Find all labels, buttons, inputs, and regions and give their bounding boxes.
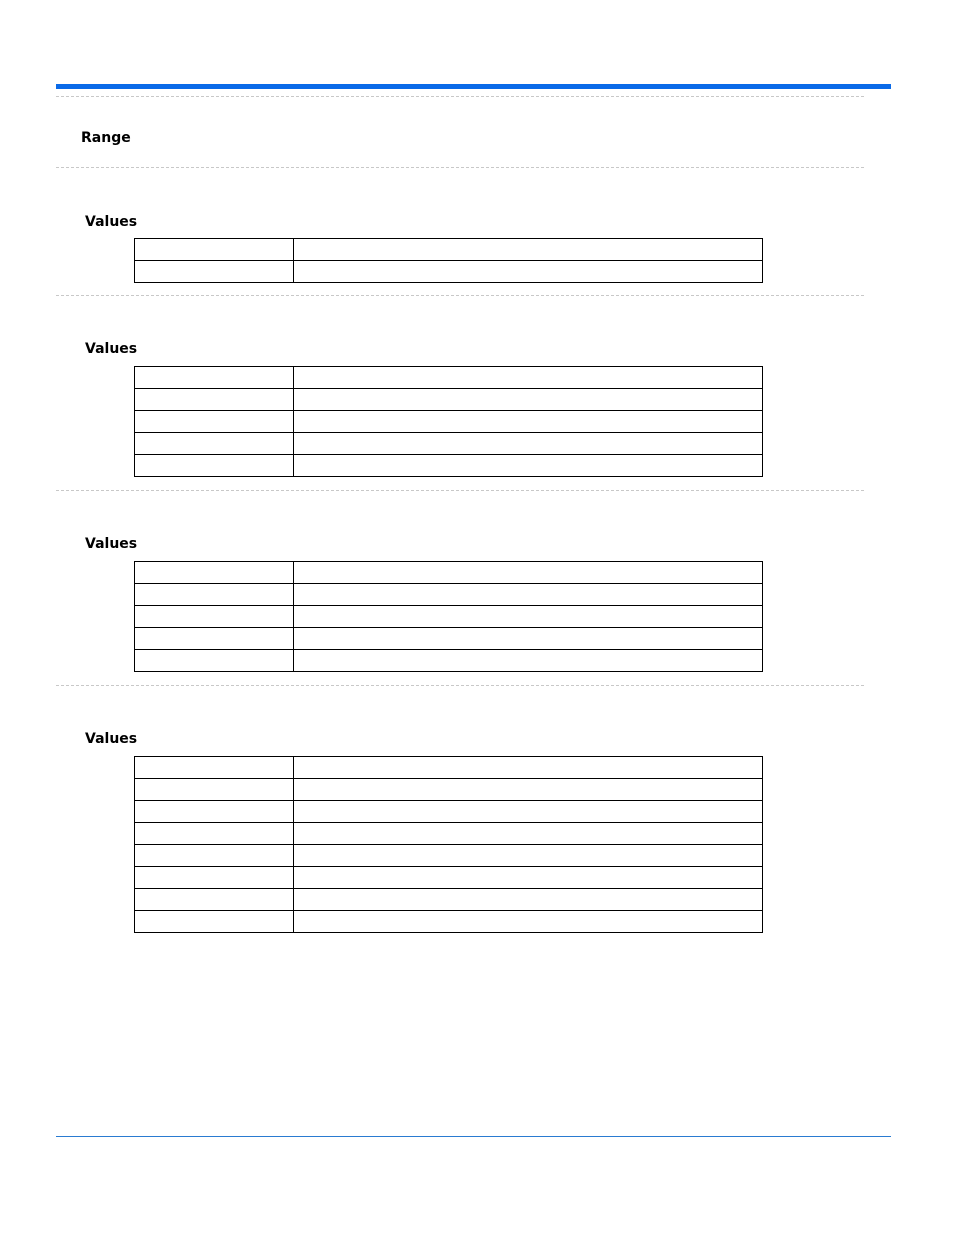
table-row: [135, 261, 763, 283]
values-table: [134, 756, 763, 933]
section-divider: [56, 685, 864, 686]
table-cell: [294, 389, 763, 411]
table-row: [135, 889, 763, 911]
table-cell: [135, 261, 294, 283]
values-heading: Values: [85, 731, 138, 747]
table-cell: [294, 779, 763, 801]
values-heading: Values: [85, 341, 138, 357]
table-row: [135, 801, 763, 823]
table-cell: [135, 389, 294, 411]
values-heading: Values: [85, 536, 138, 552]
table-cell: [135, 889, 294, 911]
range-heading: Range: [81, 130, 131, 146]
table-cell: [294, 584, 763, 606]
table-row: [135, 562, 763, 584]
table-cell: [135, 911, 294, 933]
table-cell: [135, 650, 294, 672]
table-cell: [135, 845, 294, 867]
table-row: [135, 867, 763, 889]
table-row: [135, 823, 763, 845]
table-row: [135, 606, 763, 628]
table-row: [135, 389, 763, 411]
table-row: [135, 411, 763, 433]
table-cell: [135, 562, 294, 584]
section-divider: [56, 295, 864, 296]
table-cell: [135, 779, 294, 801]
table-cell: [294, 606, 763, 628]
table-row: [135, 455, 763, 477]
table-cell: [294, 823, 763, 845]
table-cell: [294, 650, 763, 672]
table-cell: [294, 801, 763, 823]
table-cell: [135, 411, 294, 433]
footer-line: [56, 1136, 891, 1137]
table-cell: [294, 367, 763, 389]
table-row: [135, 757, 763, 779]
table-row: [135, 239, 763, 261]
table-cell: [294, 411, 763, 433]
table-cell: [135, 455, 294, 477]
table-row: [135, 779, 763, 801]
table-row: [135, 628, 763, 650]
table-cell: [135, 606, 294, 628]
table-row: [135, 433, 763, 455]
table-cell: [294, 433, 763, 455]
table-cell: [135, 239, 294, 261]
table-row: [135, 650, 763, 672]
table-cell: [135, 867, 294, 889]
section-divider: [56, 167, 864, 168]
table-cell: [294, 261, 763, 283]
table-cell: [294, 628, 763, 650]
table-cell: [294, 757, 763, 779]
table-cell: [294, 867, 763, 889]
table-cell: [294, 239, 763, 261]
table-cell: [135, 584, 294, 606]
section-divider: [56, 96, 864, 97]
table-cell: [135, 367, 294, 389]
values-table: [134, 561, 763, 672]
table-cell: [135, 433, 294, 455]
header-bar: [56, 84, 891, 89]
table-cell: [294, 911, 763, 933]
table-cell: [135, 823, 294, 845]
values-table: [134, 238, 763, 283]
table-cell: [135, 628, 294, 650]
table-cell: [294, 845, 763, 867]
section-divider: [56, 490, 864, 491]
table-cell: [135, 757, 294, 779]
values-heading: Values: [85, 214, 138, 230]
table-cell: [294, 562, 763, 584]
table-cell: [294, 889, 763, 911]
table-row: [135, 584, 763, 606]
table-cell: [294, 455, 763, 477]
table-cell: [135, 801, 294, 823]
table-row: [135, 911, 763, 933]
values-table: [134, 366, 763, 477]
table-row: [135, 845, 763, 867]
table-row: [135, 367, 763, 389]
